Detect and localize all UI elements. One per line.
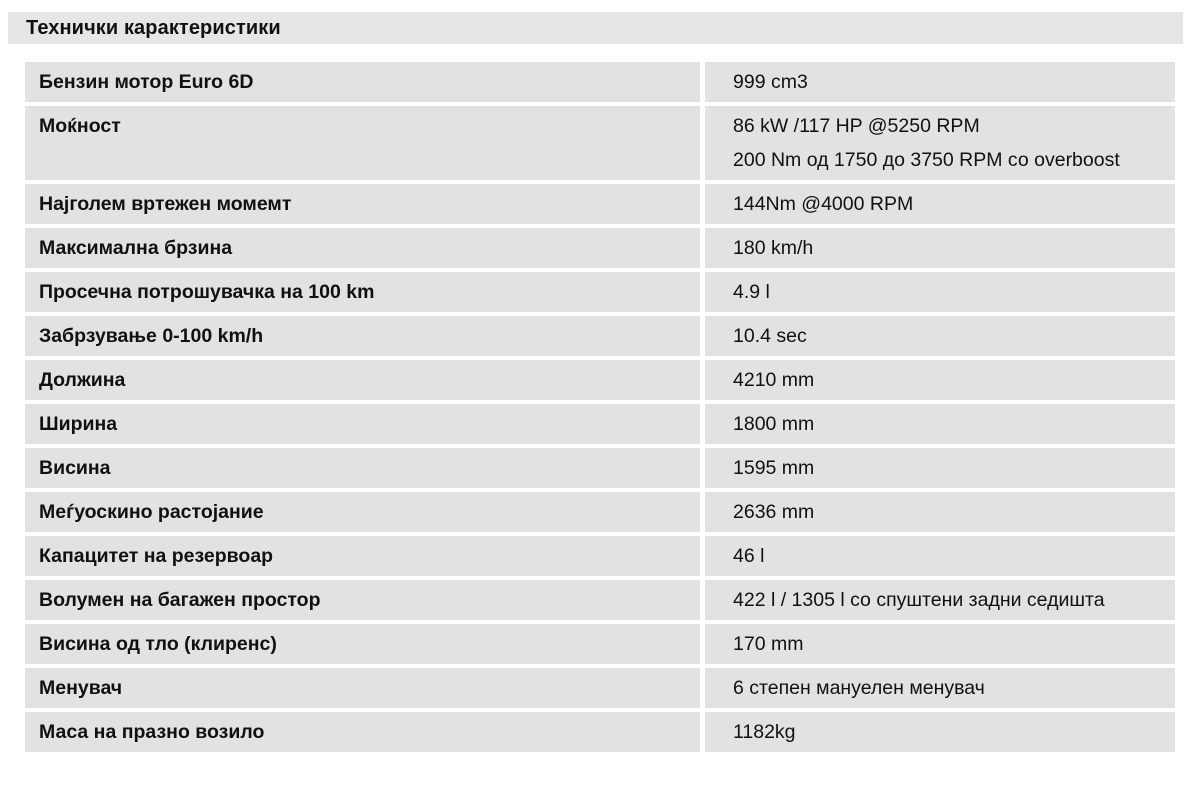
- spec-value: 6 степен мануелен менувач: [733, 677, 985, 699]
- spec-label: Должина: [25, 356, 705, 400]
- spec-value: 2636 mm: [733, 501, 815, 523]
- spec-value: 180 km/h: [733, 237, 814, 259]
- spec-label: Капацитет на резервоар: [25, 532, 705, 576]
- spec-value-cell: [705, 356, 1175, 400]
- spec-value-cell: [705, 664, 1175, 708]
- spec-label: Маса на празно возило: [25, 708, 705, 752]
- section-title-bar: [8, 12, 1183, 44]
- spec-value: 4.9 l: [733, 281, 770, 303]
- spec-value-cell: [705, 576, 1175, 620]
- spec-value-cell: [705, 620, 1175, 664]
- spec-label: Меѓуоскино растојание: [25, 488, 705, 532]
- spec-value-cell: [705, 444, 1175, 488]
- spec-value: 422 l / 1305 l со спуштени задни седишта: [733, 589, 1105, 611]
- spec-value: 10.4 sec: [733, 325, 807, 347]
- spec-value: 999 cm3: [733, 71, 808, 93]
- spec-value: 86 kW /117 HP @5250 RPM: [733, 115, 980, 137]
- spec-label: Висина од тло (клиренс): [25, 620, 705, 664]
- spec-value: 4210 mm: [733, 369, 815, 391]
- spec-value: 46 l: [733, 545, 765, 567]
- spec-label: Волумен на багажен простор: [25, 576, 705, 620]
- spec-value-cell: [705, 58, 1175, 102]
- spec-value: 200 Nm од 1750 до 3750 RPM со overboost: [733, 149, 1120, 171]
- spec-label: Максимална брзина: [25, 224, 705, 268]
- spec-table: [25, 58, 1175, 752]
- spec-label: Најголем вртежен момемт: [25, 180, 705, 224]
- spec-value-cell: [705, 224, 1175, 268]
- spec-value-cell: [705, 488, 1175, 532]
- spec-value: 170 mm: [733, 633, 804, 655]
- spec-value: 144Nm @4000 RPM: [733, 193, 914, 215]
- spec-value-cell: [705, 180, 1175, 224]
- spec-label: Моќност: [25, 102, 705, 180]
- spec-label: Ширина: [25, 400, 705, 444]
- spec-label: Висина: [25, 444, 705, 488]
- spec-value: 1182kg: [733, 721, 796, 743]
- spec-value-cell: [705, 312, 1175, 356]
- spec-value-cell: [705, 708, 1175, 752]
- spec-value: 1595 mm: [733, 457, 815, 479]
- spec-label: Бензин мотор Euro 6D: [25, 58, 705, 102]
- spec-label: Забрзување 0-100 km/h: [25, 312, 705, 356]
- spec-label: Менувач: [25, 664, 705, 708]
- spec-label: Просечна потрошувачка на 100 km: [25, 268, 705, 312]
- spec-value-cell: [705, 532, 1175, 576]
- spec-value-cell: [705, 400, 1175, 444]
- spec-value-cell: [705, 102, 1175, 180]
- spec-value: 1800 mm: [733, 413, 815, 435]
- section-title: Технички карактеристики: [26, 16, 281, 39]
- spec-value-cell: [705, 268, 1175, 312]
